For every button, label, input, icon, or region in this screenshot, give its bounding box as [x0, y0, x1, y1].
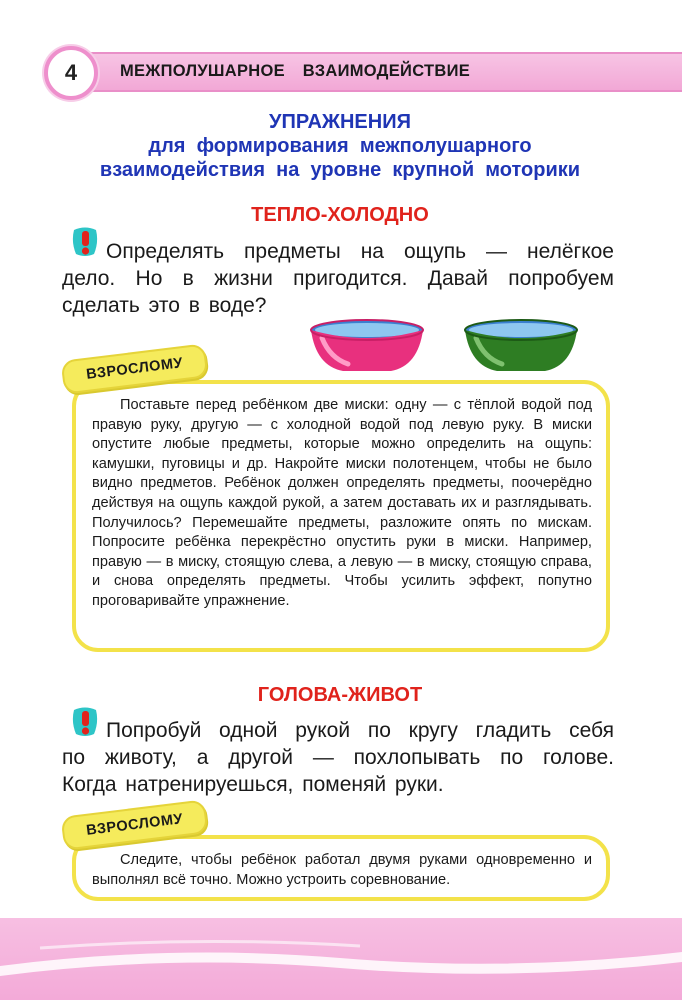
- section-title-warm-cold: ТЕПЛО-ХОЛОДНО: [251, 204, 429, 226]
- section-title-head-belly: ГОЛОВА-ЖИВОТ: [257, 684, 423, 706]
- heading-line-2: для формирования межполушарного: [148, 135, 532, 157]
- kid-text-line: Когда натренируешься, поменяй руки.: [62, 773, 444, 796]
- adult-tag: ВЗРОСЛОМУ: [60, 799, 208, 850]
- adult-tag: ВЗРОСЛОМУ: [60, 343, 208, 394]
- kid-text-line: Попробуй одной рукой по кругу гладить себя: [106, 719, 614, 742]
- adult-note-text: Поставьте перед ребёнком две миски: одну — с тёплой водой под правую руку, другую — с холодной водой под левую руку. В миски опустите любые предметы, которые можно определить на ощупь: камушки, пуговицы и др. Накройте миски полотенцем, чтобы не было видно предметов. Ребёнок должен определять предметы, поочерёдно действуя на ощупь каждой рукой, а затем доставать их и разглядывать. Получилось? Перемешайте предметы, разложите опять по мискам. Попросите ребёнка перекрёстно опустить руки в миски. Например, правую — в миску, стоящую слева, а левую — в миску, стоящую справа, и снова определять предметы. Чтобы усилить эффект, попутно проговаривайте упражнение.: [92, 397, 592, 609]
- green-bowl-icon: [462, 318, 580, 374]
- kid-text-line: по животу, а другой — похлопывать по голове.: [62, 746, 614, 769]
- kid-text-line: сделать это в воде?: [62, 294, 267, 317]
- heading-line-1: УПРАЖНЕНИЯ: [269, 111, 411, 133]
- kid-text-line: Определять предметы на ощупь — нелёгкое: [106, 240, 614, 263]
- kid-text-line: дело. Но в жизни пригодится. Давай попробуем: [62, 267, 614, 290]
- wave-decoration: [0, 918, 682, 1000]
- heading-line-3: взаимодействия на уровне крупной моторики: [99, 159, 581, 181]
- adult-note-text: Следите, чтобы ребёнок работал двумя руками одновременно и выполнял всё точно. Можно устроить соревнование.: [92, 852, 592, 888]
- page-number: 4: [44, 46, 98, 100]
- pink-bowl-icon: [308, 318, 426, 374]
- header-title: МЕЖПОЛУШАРНОЕ ВЗАИМОДЕЙСТВИЕ: [120, 62, 471, 80]
